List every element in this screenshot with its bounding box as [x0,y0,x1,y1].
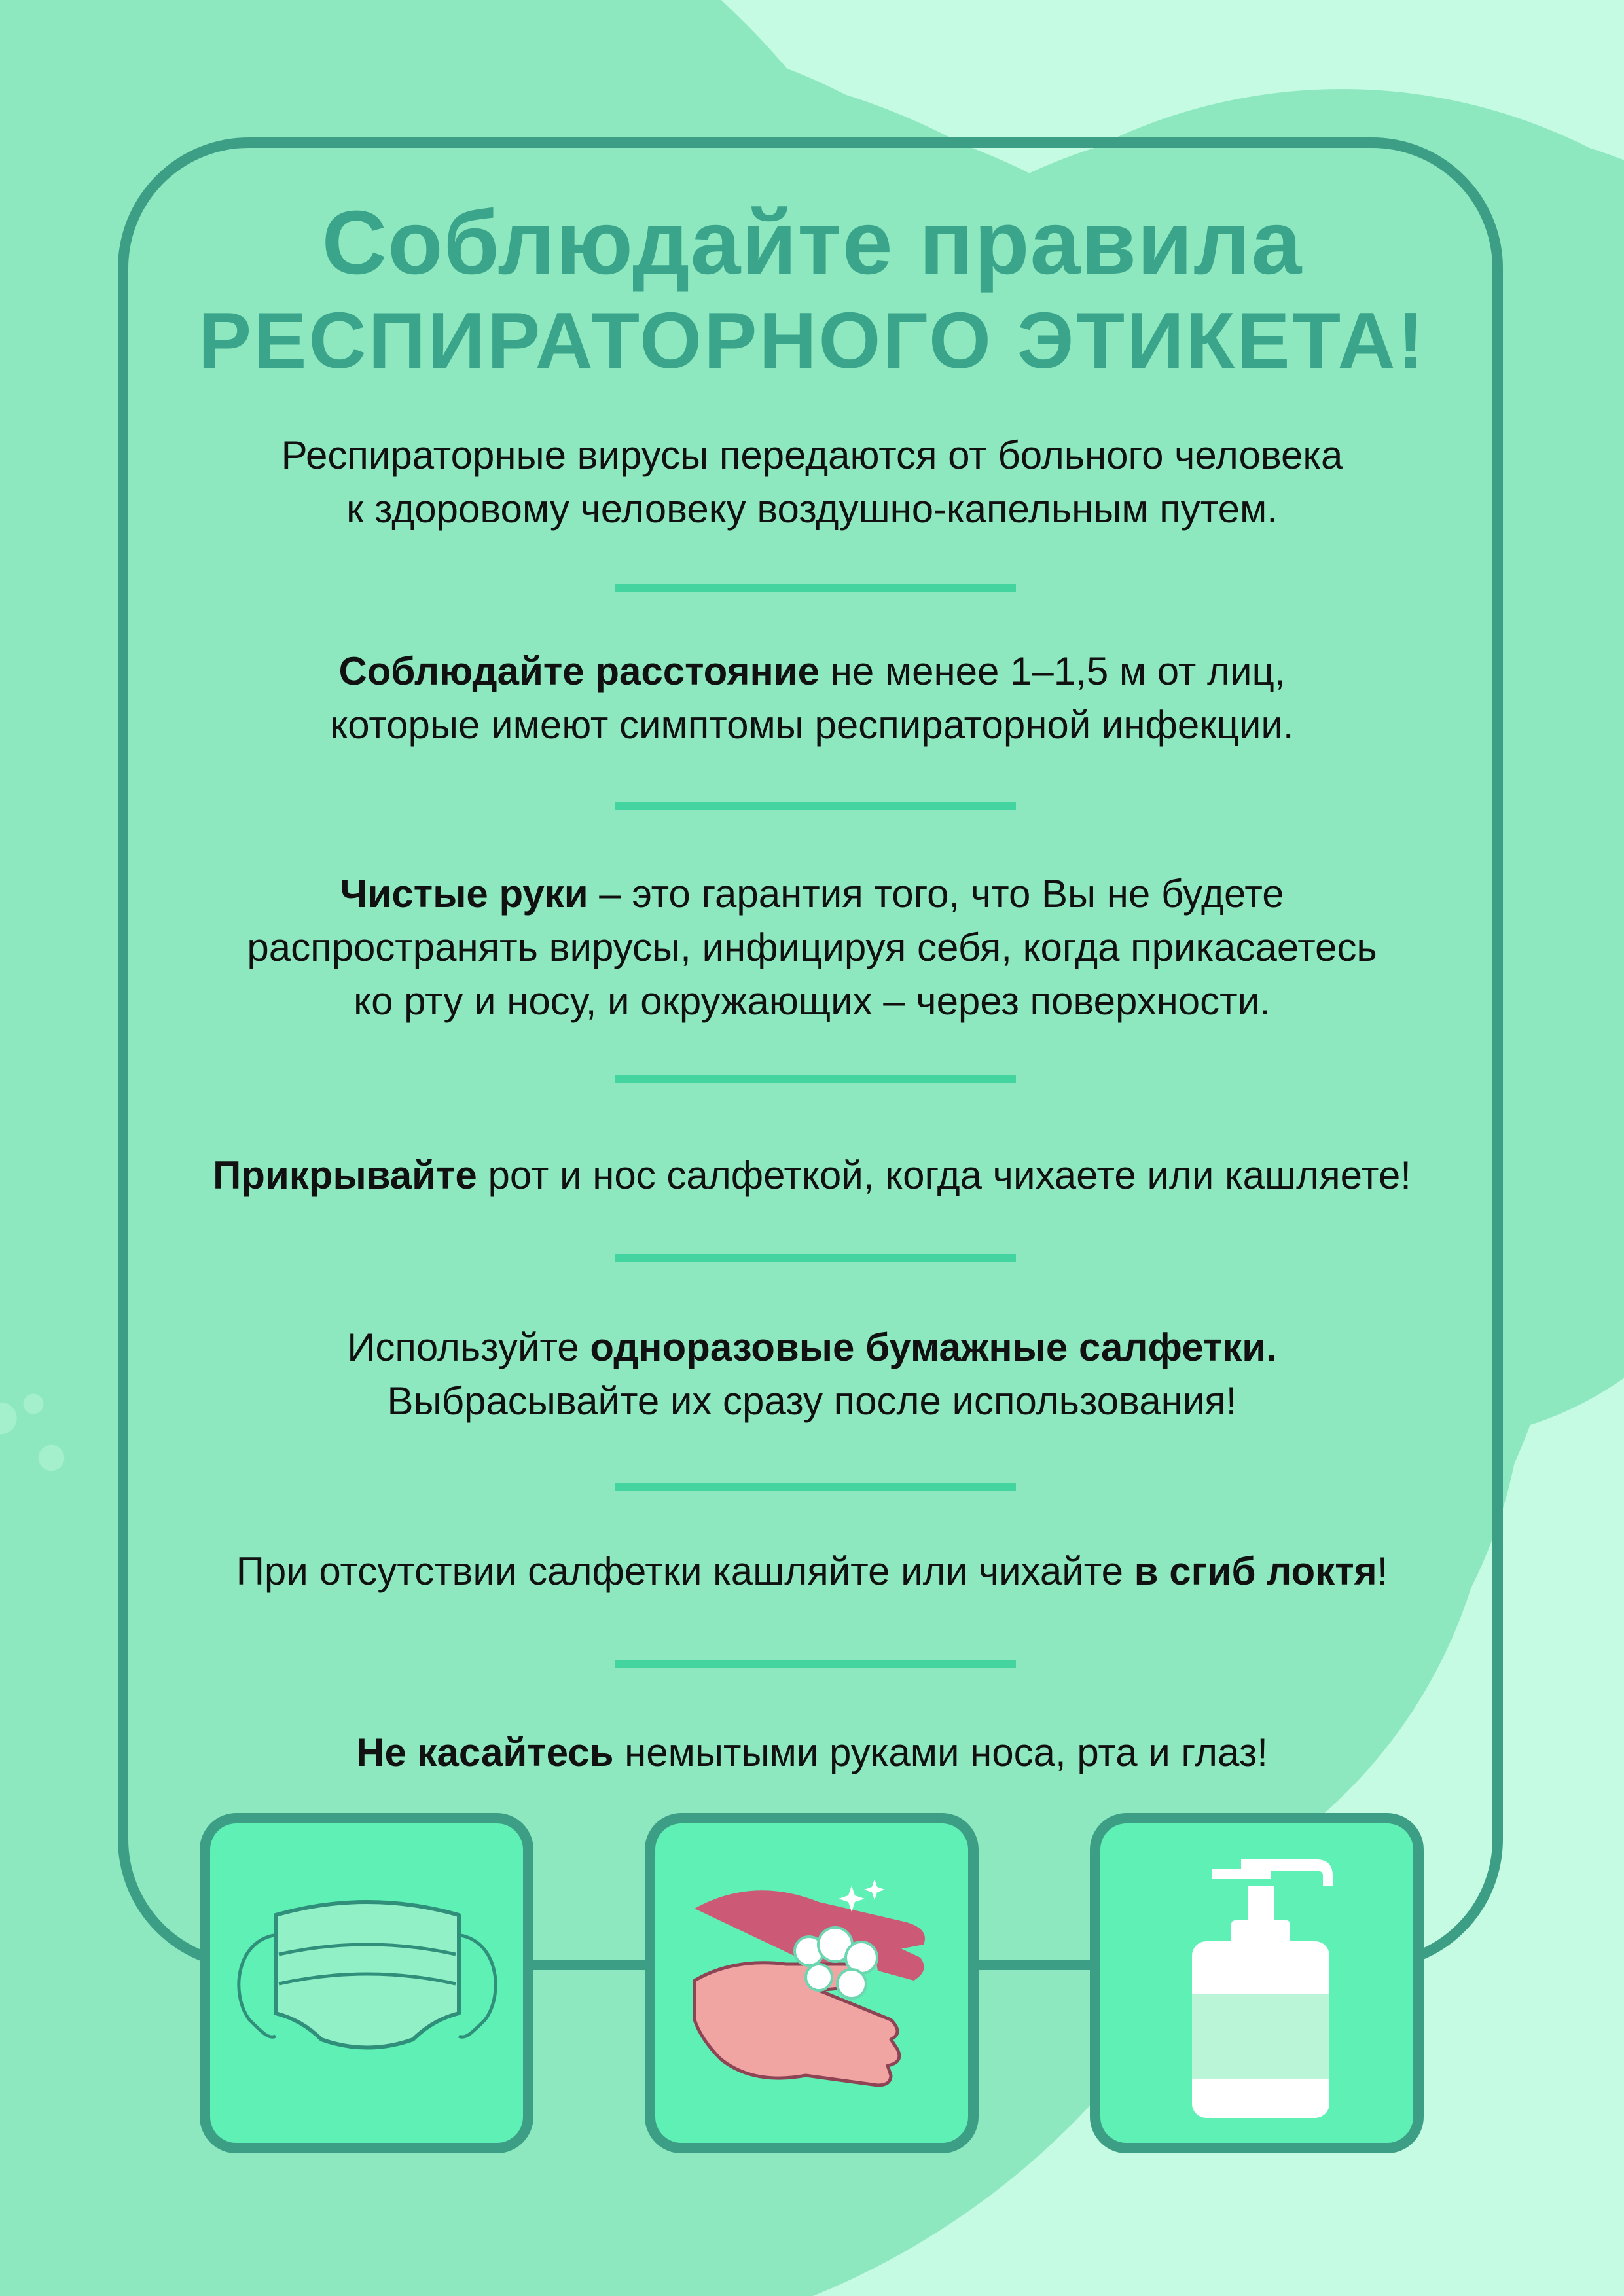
rule-hands-bold: Чистые руки [340,872,588,916]
rule-distance-bold: Соблюдайте расстояние [338,649,820,693]
rule-clean-hands: Чистые руки – это гарантия того, что Вы не будете распространять вирусы, инфицируя себя, когда прикасаетесь ко рту и носу, и окружающих – через поверхности. [247,872,1377,1023]
intro-line-2: к здоровому человеку воздушно-капельным путем. [346,487,1278,531]
separator [615,1254,1016,1262]
headline-line-1: Соблюдайте правила [321,192,1303,293]
hand-washing-icon [655,1823,968,2143]
intro-line-1: Респираторные вирусы передаются от больного человека [281,433,1343,477]
rule-distance: Соблюдайте расстояние не менее 1–1,5 м от лиц, которые имеют симптомы респираторной инфекции. [330,649,1294,747]
hand-washing-tile [645,1813,979,2153]
soap-dispenser-icon [1100,1823,1413,2143]
separator [615,1075,1016,1083]
rule-no-touch: Не касайтесь немытыми руками носа, рта и глаз! [356,1731,1268,1774]
rule-tissues: Используйте одноразовые бумажные салфетки. Выбрасывайте их сразу после использования! [347,1325,1277,1423]
headline-line-2: РЕСПИРАТОРНОГО ЭТИКЕТА! [198,296,1426,385]
rule-elbow-bold: в сгиб локтя [1134,1549,1377,1593]
soap-tile [1090,1813,1424,2153]
rule-cover: Прикрывайте рот и нос салфеткой, когда чихаете или кашляете! [213,1153,1411,1197]
rule-cover-bold: Прикрывайте [213,1153,477,1197]
separator [615,1660,1016,1668]
rule-elbow: При отсутствии салфетки кашляйте или чихайте в сгиб локтя! [236,1549,1388,1593]
content-frame [118,137,1503,1970]
separator [615,802,1016,810]
face-mask-icon [210,1823,523,2143]
intro-text [0,429,1624,536]
separator [615,584,1016,592]
mask-tile [200,1813,533,2153]
separator [615,1483,1016,1491]
rule-touch-bold: Не касайтесь [356,1731,614,1774]
rule-tissues-bold: одноразовые бумажные салфетки. [590,1325,1277,1369]
